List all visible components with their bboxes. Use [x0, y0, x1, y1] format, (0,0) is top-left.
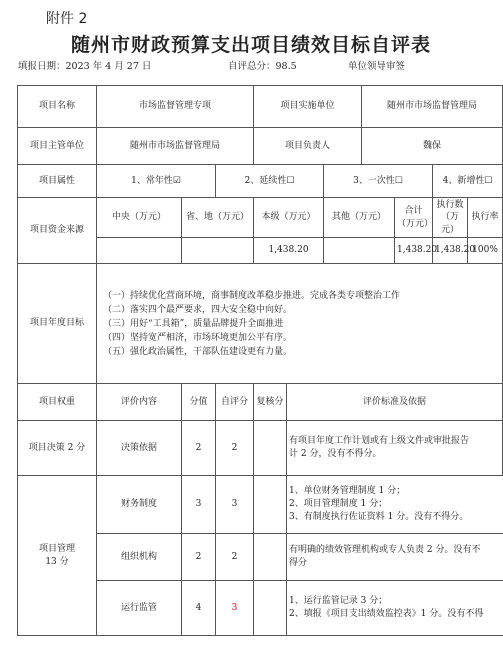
form-title: 随州市财政预算支出项目绩效目标自评表 [70, 34, 431, 56]
funds-executed-value: 1,438.20 [433, 238, 468, 264]
weight-cell [18, 476, 97, 636]
funds-header-central: 中央（万元） [97, 198, 182, 238]
criteria-cell [287, 476, 503, 534]
criteria-line: 计 2 分，没有不得分。 [289, 449, 382, 459]
funds-header-other: 其他（万元） [324, 198, 395, 238]
header-weight: 项目权重 [18, 384, 97, 421]
criteria-line: 有项目年度工作计划或有上级文件或审批报告 [289, 436, 470, 446]
funds-header-row [18, 198, 503, 238]
header-recheck: 复核分 [254, 384, 287, 421]
project-name-row [18, 86, 503, 128]
funds-local-value: 1,438.20 [254, 238, 324, 264]
content-cell: 财务制度 [97, 476, 182, 534]
score-cell: 2 [182, 534, 216, 581]
owner-label: 项目负责人 [254, 128, 362, 165]
funds-central-value [97, 238, 182, 264]
criteria-line: 2、填报《项目支出绩效监控表》1 分。没有不得 [289, 609, 484, 619]
recheck-cell [254, 581, 287, 636]
funds-total-value: 1,438.20 [395, 238, 433, 264]
criteria-line: 得分 [289, 558, 308, 568]
fill-date: 填报日期：2023 年 4 月 27 日 [18, 61, 152, 72]
criteria-line: 3、有制度执行佐证资料 1 分。没有不得分。 [289, 512, 469, 522]
funds-header-province: 省、地（万元） [182, 198, 254, 238]
owner-value: 魏保 [362, 128, 503, 165]
criteria-cell [287, 581, 503, 636]
self-score-cell: 2 [216, 421, 254, 476]
header-criteria: 评价标准及依据 [287, 384, 503, 421]
attribute-label: 项目属性 [18, 165, 97, 198]
attribute-row [18, 165, 503, 198]
funds-header-total: 合计（万元） [395, 198, 433, 238]
recheck-cell [254, 421, 287, 476]
leader-review: 单位领导审签 [348, 61, 406, 72]
criteria-line: 1、单位财务管理制度 1 分； [289, 486, 406, 496]
criteria-cell [287, 421, 503, 476]
goal-item: （五）强化政治属性，干部队伍建设更有力量。 [103, 346, 293, 357]
weight-line: 13 分 [45, 556, 69, 567]
self-score-cell: 2 [216, 534, 254, 581]
score-cell: 3 [182, 476, 216, 534]
self-score-total: 自评总分：98.5 [228, 61, 297, 72]
dept-row [18, 128, 503, 165]
goals-row [18, 264, 503, 384]
criteria-line: 1、运行监管记录 3 分； [289, 596, 388, 606]
content-cell: 决策依据 [97, 421, 182, 476]
goal-item: （二）落实四个最严要求，四大安全稳中向好。 [103, 304, 293, 315]
table-row [18, 421, 503, 476]
score-cell: 2 [182, 421, 216, 476]
funds-province-value [182, 238, 254, 264]
funds-other-value [324, 238, 395, 264]
content-cell: 运行监管 [97, 581, 182, 636]
self-score-cell: 3 [216, 581, 254, 636]
goals-list [97, 264, 503, 384]
project-name-value: 市场监督管理专项 [97, 86, 254, 128]
attribute-option-4: 4、新增性☐ [433, 165, 503, 198]
recheck-cell [254, 476, 287, 534]
impl-unit-value: 随州市市场监督管理局 [362, 86, 503, 128]
evaluation-table [17, 85, 503, 636]
goals-label: 项目年度目标 [18, 264, 97, 384]
criteria-line: 有明确的绩效管理机构或专人负责 2 分。没有不 [289, 545, 481, 555]
dept-value: 随州市市场监督管理局 [97, 128, 254, 165]
criteria-cell [287, 534, 503, 581]
attachment-label: 附件 2 [46, 11, 88, 27]
goal-item: （三）用好“工具箱”，质量品牌提升全面推进 [103, 318, 284, 329]
funds-header-executed: 执行数（万元） [433, 198, 468, 238]
eval-header-row [18, 384, 503, 421]
score-cell: 4 [182, 581, 216, 636]
goal-item: （一）持续优化营商环境，商事制度改革稳步推进。完成各类专项整治工作 [103, 290, 401, 301]
funds-header-local: 本级（万元） [254, 198, 324, 238]
header-content: 评价内容 [97, 384, 182, 421]
recheck-cell [254, 534, 287, 581]
funds-header-rate: 执行率 [468, 198, 503, 238]
weight-cell: 项目决策 2 分 [18, 421, 97, 476]
header-self-score: 自评分 [216, 384, 254, 421]
self-score-cell: 3 [216, 476, 254, 534]
content-cell: 组织机构 [97, 534, 182, 581]
funds-rate-value: 100% [468, 238, 503, 264]
attribute-option-1: 1、常年性☑ [97, 165, 216, 198]
project-name-label: 项目名称 [18, 86, 97, 128]
goal-item: （四）坚持宽严相济，市场环境更加公平有序。 [103, 332, 293, 343]
funds-source-label: 项目资金来源 [18, 198, 97, 264]
dept-label: 项目主管单位 [18, 128, 97, 165]
criteria-line: 2、项目管理制度 1 分； [289, 499, 388, 509]
attribute-option-3: 3、一次性☐ [324, 165, 433, 198]
header-score: 分值 [182, 384, 216, 421]
impl-unit-label: 项目实施单位 [254, 86, 362, 128]
attribute-option-2: 2、延续性☐ [216, 165, 324, 198]
weight-line: 项目管理 [38, 544, 75, 555]
table-row [18, 476, 503, 534]
